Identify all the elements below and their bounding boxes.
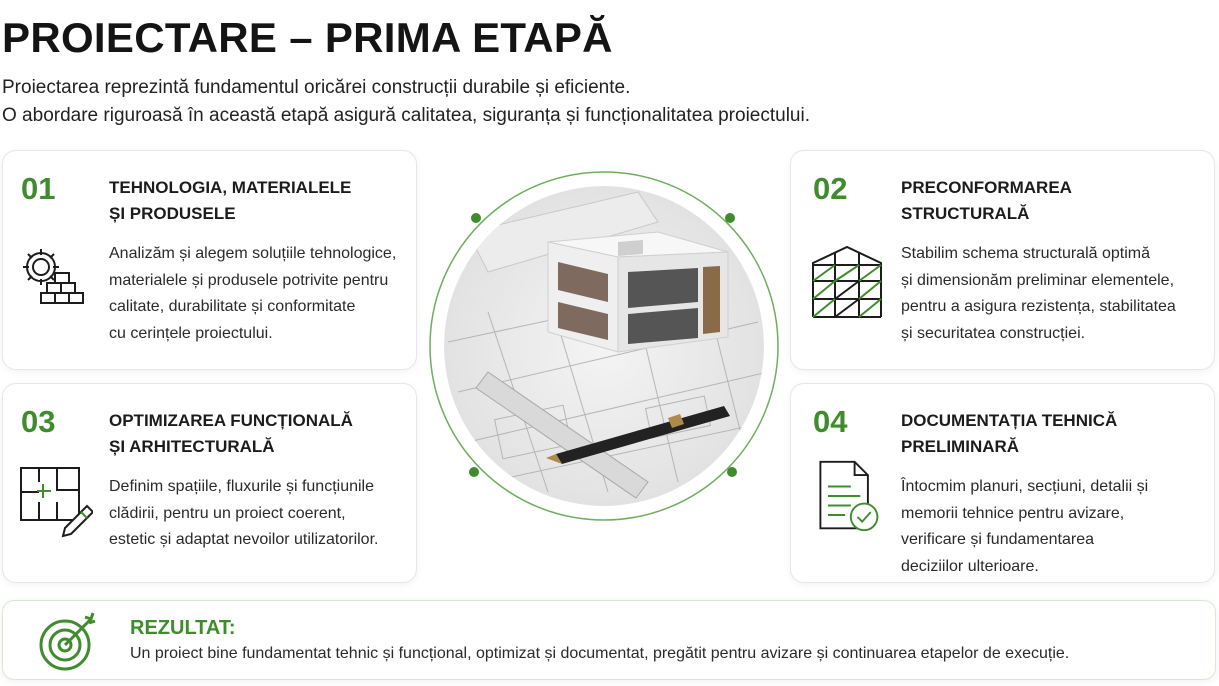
building-model bbox=[548, 232, 728, 352]
card-text-line: materialele și produsele potrivite pentru bbox=[109, 271, 389, 289]
hero-photo bbox=[444, 186, 768, 506]
card-number: 01 bbox=[21, 171, 56, 206]
gear-bricks-icon bbox=[17, 243, 93, 319]
card-title bbox=[901, 175, 1072, 227]
intro-line-1: Proiectarea reprezintă fundamentul oricărei construcții durabile și eficiente. bbox=[2, 77, 631, 98]
card-title bbox=[109, 408, 353, 460]
card-text-line: memorii tehnice pentru avizare, bbox=[901, 504, 1125, 522]
card-title bbox=[109, 175, 351, 227]
card-functional-optimization bbox=[2, 383, 417, 583]
card-title-line-1: TEHNOLOGIA, MATERIALELE bbox=[109, 178, 352, 197]
card-text-line: Analizăm și alegem soluțiile tehnologice, bbox=[109, 245, 397, 262]
building-model-illustration bbox=[428, 162, 780, 530]
card-number: 04 bbox=[813, 404, 848, 439]
card-number: 02 bbox=[813, 171, 848, 206]
card-title-line-1: DOCUMENTAȚIA TEHNICĂ bbox=[901, 411, 1118, 430]
page-title: PROIECTARE – PRIMA ETAPĂ bbox=[2, 14, 613, 61]
floor-plan-pencil-icon bbox=[17, 462, 93, 538]
result-title: REZULTAT: bbox=[130, 617, 236, 639]
card-text-line: estetic și adaptat nevoilor utilizatorilor. bbox=[109, 531, 379, 548]
card-title-line-2: PRELIMINARĂ bbox=[901, 437, 1020, 456]
card-technical-documentation bbox=[790, 383, 1215, 583]
hero-dot-bottom-right bbox=[727, 467, 737, 477]
card-description bbox=[109, 474, 409, 554]
result-banner bbox=[2, 600, 1216, 680]
card-description bbox=[901, 474, 1206, 580]
card-title-line-1: PRECONFORMAREA bbox=[901, 178, 1072, 197]
document-check-icon bbox=[809, 458, 885, 534]
card-title bbox=[901, 408, 1117, 460]
card-title-line-2: ȘI PRODUSELE bbox=[109, 204, 236, 223]
card-text-line: pentru a asigura rezistența, stabilitatea bbox=[901, 298, 1176, 315]
card-title-line-2: ȘI ARHITECTURALĂ bbox=[109, 437, 275, 456]
result-text: Un proiect bine fundamentat tehnic și funcțional, optimizat și documentat, pregătit pentru avizare și continuarea etapelor de execuție. bbox=[130, 645, 1070, 662]
card-technology-materials bbox=[2, 150, 417, 370]
card-title-line-2: STRUCTURALĂ bbox=[901, 204, 1030, 223]
card-number: 03 bbox=[21, 404, 56, 439]
intro-text bbox=[2, 74, 810, 130]
card-text-line: calitate, durabilitate și conformitate bbox=[109, 298, 356, 315]
card-description bbox=[901, 241, 1206, 347]
hero-dot-top-right bbox=[725, 213, 735, 223]
intro-line-2: O abordare riguroasă în această etapă asigură calitatea, siguranța și funcționalitatea proiectului. bbox=[2, 105, 810, 126]
card-description bbox=[109, 241, 409, 347]
card-text-line: Stabilim schema structurală optimă bbox=[901, 245, 1150, 262]
card-text-line: clădirii, pentru un proiect coerent, bbox=[109, 504, 346, 522]
card-text-line: Definim spațiile, fluxurile și funcțiunile bbox=[109, 478, 374, 495]
building-frame-icon bbox=[809, 243, 885, 319]
card-text-line: cu cerințele proiectului. bbox=[109, 324, 273, 342]
card-structural-preconformation bbox=[790, 150, 1215, 370]
card-text-line: Întocmim planuri, secțiuni, detalii și bbox=[901, 478, 1149, 495]
target-arrow-icon bbox=[37, 611, 101, 673]
hero-dot-top-left bbox=[471, 213, 481, 223]
card-text-line: verificare și fundamentarea bbox=[901, 531, 1094, 548]
card-text-line: deciziilor ulterioare. bbox=[901, 557, 1039, 575]
card-text-line: și securitatea construcției. bbox=[901, 324, 1086, 342]
hero-dot-bottom-left bbox=[469, 467, 479, 477]
card-title-line-1: OPTIMIZAREA FUNCȚIONALĂ bbox=[109, 411, 353, 430]
card-text-line: și dimensionăm preliminar elementele, bbox=[901, 271, 1175, 289]
